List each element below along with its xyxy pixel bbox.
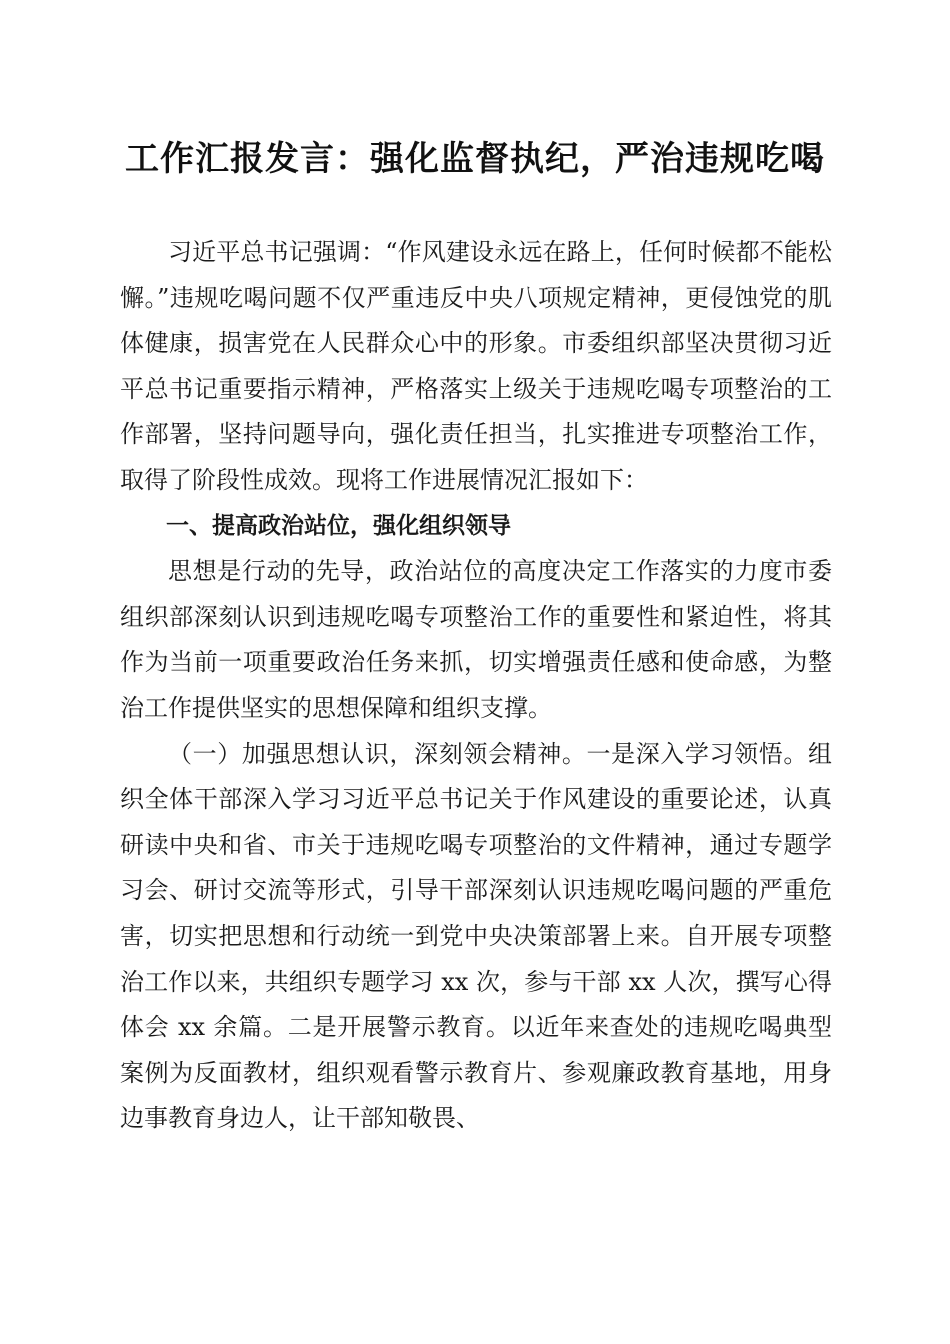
subsection-1-paragraph: （一）加强思想认识，深刻领会精神。一是深入学习领悟。组织全体干部深入学习习近平总书记关于作风建设的重要论述，认真研读中央和省、市关于违规吃喝专项整治的文件精神，通过专题学习会、研讨交流等形式，引导干部深刻认识违规吃喝问题的严重危害，切实把思想和行动统一到党中央决策部署上来。自开展专项整治工作以来，共组织专题学习 xx 次，参与干部 xx 人次，撰写心得体会 xx 余篇。二是开展警示教育。以近年来查处的违规吃喝典型案例为反面教材，组织观看警示教育片、参观廉政教育基地，用身边事教育身边人，让干部知敬畏、: [120, 739, 832, 1133]
intro-paragraph: 习近平总书记强调：“作风建设永远在路上，任何时候都不能松懈。”违规吃喝问题不仅严重违反中央八项规定精神，更侵蚀党的肌体健康，损害党在人民群众心中的形象。市委组织部坚决贯彻习近平总书记重要指示精神，严格落实上级关于违规吃喝专项整治的工作部署，坚持问题导向，强化责任担当，扎实推进专项整治工作，取得了阶段性成效。现将工作进展情况汇报如下：: [120, 238, 832, 494]
document-title: 工作汇报发言：强化监督执纪，严治违规吃喝: [125, 139, 825, 179]
document-body: [120, 230, 832, 1142]
section-1-paragraph: 思想是行动的先导，政治站位的高度决定工作落实的力度市委组织部深刻认识到违规吃喝专项整治工作的重要性和紧迫性，将其作为当前一项重要政治任务来抓，切实增强责任感和使命感，为整治工作提供坚实的思想保障和组织支撑。: [120, 557, 832, 722]
section-heading-1: 一、提高政治站位，强化组织领导: [166, 512, 511, 539]
